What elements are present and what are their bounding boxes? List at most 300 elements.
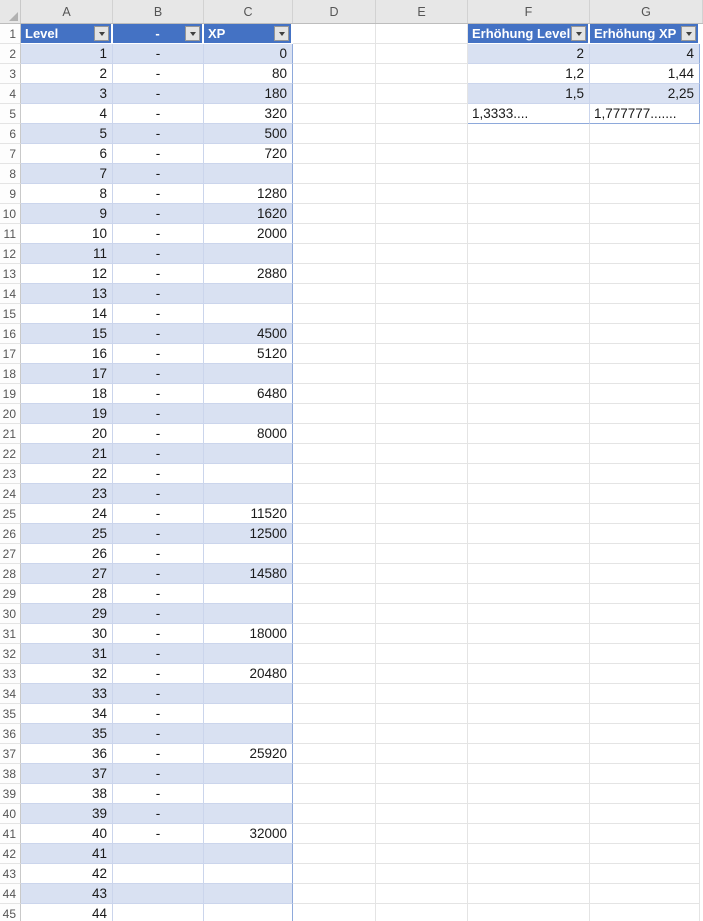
cell-E39[interactable] <box>376 784 468 804</box>
cell-E42[interactable] <box>376 844 468 864</box>
row-header-27[interactable]: 27 <box>0 544 21 564</box>
cell-G42[interactable] <box>590 844 700 864</box>
cell-F38[interactable] <box>468 764 590 784</box>
cell-C20[interactable] <box>204 404 293 424</box>
cell-C35[interactable] <box>204 704 293 724</box>
cell-G38[interactable] <box>590 764 700 784</box>
cell-A3[interactable]: 2 <box>21 64 113 84</box>
cell-A13[interactable]: 12 <box>21 264 113 284</box>
cell-C39[interactable] <box>204 784 293 804</box>
cell-E28[interactable] <box>376 564 468 584</box>
cell-A10[interactable]: 9 <box>21 204 113 224</box>
row-header-40[interactable]: 40 <box>0 804 21 824</box>
cell-E19[interactable] <box>376 384 468 404</box>
cell-G20[interactable] <box>590 404 700 424</box>
cell-C41[interactable]: 32000 <box>204 824 293 844</box>
cell-C37[interactable]: 25920 <box>204 744 293 764</box>
row-header-26[interactable]: 26 <box>0 524 21 544</box>
cell-C21[interactable]: 8000 <box>204 424 293 444</box>
column-header-F[interactable]: F <box>468 0 590 23</box>
cell-G37[interactable] <box>590 744 700 764</box>
row-header-18[interactable]: 18 <box>0 364 21 384</box>
cell-G29[interactable] <box>590 584 700 604</box>
cell-F29[interactable] <box>468 584 590 604</box>
cell-C11[interactable]: 2000 <box>204 224 293 244</box>
cell-C31[interactable]: 18000 <box>204 624 293 644</box>
row-header-23[interactable]: 23 <box>0 464 21 484</box>
cell-C13[interactable]: 2880 <box>204 264 293 284</box>
cell-C34[interactable] <box>204 684 293 704</box>
cell-C19[interactable]: 6480 <box>204 384 293 404</box>
cell-A41[interactable]: 40 <box>21 824 113 844</box>
cell-C16[interactable]: 4500 <box>204 324 293 344</box>
cell-E18[interactable] <box>376 364 468 384</box>
cell-F13[interactable] <box>468 264 590 284</box>
row-header-9[interactable]: 9 <box>0 184 21 204</box>
cell-B28[interactable]: - <box>113 564 204 584</box>
cell-B9[interactable]: - <box>113 184 204 204</box>
cell-C38[interactable] <box>204 764 293 784</box>
cell-G44[interactable] <box>590 884 700 904</box>
cell-G40[interactable] <box>590 804 700 824</box>
cell-F37[interactable] <box>468 744 590 764</box>
cell-D29[interactable] <box>293 584 376 604</box>
cell-E16[interactable] <box>376 324 468 344</box>
cell-B30[interactable]: - <box>113 604 204 624</box>
cell-B13[interactable]: - <box>113 264 204 284</box>
cell-B17[interactable]: - <box>113 344 204 364</box>
cell-E17[interactable] <box>376 344 468 364</box>
cell-B22[interactable]: - <box>113 444 204 464</box>
cell-E27[interactable] <box>376 544 468 564</box>
header-dash[interactable] <box>113 24 204 44</box>
cell-D39[interactable] <box>293 784 376 804</box>
cell-B18[interactable]: - <box>113 364 204 384</box>
row-header-8[interactable]: 8 <box>0 164 21 184</box>
cell-E12[interactable] <box>376 244 468 264</box>
cell-A29[interactable]: 28 <box>21 584 113 604</box>
cell-F22[interactable] <box>468 444 590 464</box>
cell-F45[interactable] <box>468 904 590 921</box>
cell-C6[interactable]: 500 <box>204 124 293 144</box>
cell-B43[interactable] <box>113 864 204 884</box>
header-erhoehung-xp[interactable] <box>590 24 700 44</box>
cell-E7[interactable] <box>376 144 468 164</box>
row-header-6[interactable]: 6 <box>0 124 21 144</box>
header-dash-filter-button[interactable] <box>185 26 200 41</box>
cell-G21[interactable] <box>590 424 700 444</box>
cell-C27[interactable] <box>204 544 293 564</box>
cell-C14[interactable] <box>204 284 293 304</box>
cell-G25[interactable] <box>590 504 700 524</box>
row-header-34[interactable]: 34 <box>0 684 21 704</box>
cell-F17[interactable] <box>468 344 590 364</box>
cell-B35[interactable]: - <box>113 704 204 724</box>
cell-D2[interactable] <box>293 44 376 64</box>
cell-F6[interactable] <box>468 124 590 144</box>
cell-A8[interactable]: 7 <box>21 164 113 184</box>
cell-E34[interactable] <box>376 684 468 704</box>
cell-A40[interactable]: 39 <box>21 804 113 824</box>
cell-E24[interactable] <box>376 484 468 504</box>
cell-F42[interactable] <box>468 844 590 864</box>
cell-E29[interactable] <box>376 584 468 604</box>
row-header-20[interactable]: 20 <box>0 404 21 424</box>
row-header-35[interactable]: 35 <box>0 704 21 724</box>
row-header-11[interactable]: 11 <box>0 224 21 244</box>
cell-D3[interactable] <box>293 64 376 84</box>
cell-E44[interactable] <box>376 884 468 904</box>
cell-A15[interactable]: 14 <box>21 304 113 324</box>
cell-F23[interactable] <box>468 464 590 484</box>
cell-B27[interactable]: - <box>113 544 204 564</box>
select-all-button[interactable] <box>0 0 21 23</box>
cell-A6[interactable]: 5 <box>21 124 113 144</box>
cell-G4[interactable]: 2,25 <box>590 84 700 104</box>
cell-A31[interactable]: 30 <box>21 624 113 644</box>
cell-A45[interactable]: 44 <box>21 904 113 921</box>
cell-D12[interactable] <box>293 244 376 264</box>
cell-D34[interactable] <box>293 684 376 704</box>
cell-G30[interactable] <box>590 604 700 624</box>
row-header-32[interactable]: 32 <box>0 644 21 664</box>
cell-A28[interactable]: 27 <box>21 564 113 584</box>
cell-E30[interactable] <box>376 604 468 624</box>
cell-B4[interactable]: - <box>113 84 204 104</box>
cell-G31[interactable] <box>590 624 700 644</box>
cell-G2[interactable]: 4 <box>590 44 700 64</box>
cell-D36[interactable] <box>293 724 376 744</box>
cell-A5[interactable]: 4 <box>21 104 113 124</box>
cell-A9[interactable]: 8 <box>21 184 113 204</box>
cell-E2[interactable] <box>376 44 468 64</box>
cell-B20[interactable]: - <box>113 404 204 424</box>
cell-C32[interactable] <box>204 644 293 664</box>
cell-B21[interactable]: - <box>113 424 204 444</box>
cell-D22[interactable] <box>293 444 376 464</box>
cell-A42[interactable]: 41 <box>21 844 113 864</box>
cell-B40[interactable]: - <box>113 804 204 824</box>
row-header-37[interactable]: 37 <box>0 744 21 764</box>
cell-D20[interactable] <box>293 404 376 424</box>
row-header-3[interactable]: 3 <box>0 64 21 84</box>
cell-F30[interactable] <box>468 604 590 624</box>
cell-G17[interactable] <box>590 344 700 364</box>
cell-C7[interactable]: 720 <box>204 144 293 164</box>
cell-D27[interactable] <box>293 544 376 564</box>
cell-D31[interactable] <box>293 624 376 644</box>
cell-B6[interactable]: - <box>113 124 204 144</box>
header-erhoehung-xp-filter-button[interactable] <box>681 26 696 41</box>
cell-A16[interactable]: 15 <box>21 324 113 344</box>
cell-F34[interactable] <box>468 684 590 704</box>
cell-C25[interactable]: 11520 <box>204 504 293 524</box>
cell-E43[interactable] <box>376 864 468 884</box>
cell-F11[interactable] <box>468 224 590 244</box>
cell-F43[interactable] <box>468 864 590 884</box>
cell-E32[interactable] <box>376 644 468 664</box>
cell-D42[interactable] <box>293 844 376 864</box>
header-erhoehung-level[interactable] <box>468 24 590 44</box>
cell-F44[interactable] <box>468 884 590 904</box>
cell-B42[interactable] <box>113 844 204 864</box>
row-header-14[interactable]: 14 <box>0 284 21 304</box>
cell-C28[interactable]: 14580 <box>204 564 293 584</box>
cell-E15[interactable] <box>376 304 468 324</box>
column-header-G[interactable]: G <box>590 0 703 23</box>
cell-A19[interactable]: 18 <box>21 384 113 404</box>
cell-D14[interactable] <box>293 284 376 304</box>
cell-E5[interactable] <box>376 104 468 124</box>
cell-G14[interactable] <box>590 284 700 304</box>
cell-B23[interactable]: - <box>113 464 204 484</box>
cell-B7[interactable]: - <box>113 144 204 164</box>
row-header-44[interactable]: 44 <box>0 884 21 904</box>
cell-G27[interactable] <box>590 544 700 564</box>
cell-C12[interactable] <box>204 244 293 264</box>
row-header-5[interactable]: 5 <box>0 104 21 124</box>
header-xp[interactable] <box>204 24 293 44</box>
cell-D1[interactable] <box>293 24 376 44</box>
cell-G36[interactable] <box>590 724 700 744</box>
cell-G24[interactable] <box>590 484 700 504</box>
cell-D4[interactable] <box>293 84 376 104</box>
cell-F41[interactable] <box>468 824 590 844</box>
cell-F18[interactable] <box>468 364 590 384</box>
cell-A37[interactable]: 36 <box>21 744 113 764</box>
cell-F39[interactable] <box>468 784 590 804</box>
cell-G11[interactable] <box>590 224 700 244</box>
cell-G12[interactable] <box>590 244 700 264</box>
cell-C2[interactable]: 0 <box>204 44 293 64</box>
cell-B2[interactable]: - <box>113 44 204 64</box>
cell-A4[interactable]: 3 <box>21 84 113 104</box>
cell-D21[interactable] <box>293 424 376 444</box>
cell-F16[interactable] <box>468 324 590 344</box>
cell-C18[interactable] <box>204 364 293 384</box>
cell-C22[interactable] <box>204 444 293 464</box>
cell-C24[interactable] <box>204 484 293 504</box>
cell-D17[interactable] <box>293 344 376 364</box>
cell-C45[interactable] <box>204 904 293 921</box>
cell-F33[interactable] <box>468 664 590 684</box>
cell-F31[interactable] <box>468 624 590 644</box>
cell-F12[interactable] <box>468 244 590 264</box>
cell-G43[interactable] <box>590 864 700 884</box>
cell-B25[interactable]: - <box>113 504 204 524</box>
cell-F5[interactable]: 1,3333.... <box>468 104 590 124</box>
cell-B19[interactable]: - <box>113 384 204 404</box>
cell-A22[interactable]: 21 <box>21 444 113 464</box>
cell-F10[interactable] <box>468 204 590 224</box>
cell-E33[interactable] <box>376 664 468 684</box>
cell-C23[interactable] <box>204 464 293 484</box>
cell-E11[interactable] <box>376 224 468 244</box>
cell-D16[interactable] <box>293 324 376 344</box>
cell-B33[interactable]: - <box>113 664 204 684</box>
cell-F28[interactable] <box>468 564 590 584</box>
cell-A30[interactable]: 29 <box>21 604 113 624</box>
cell-D23[interactable] <box>293 464 376 484</box>
cell-F21[interactable] <box>468 424 590 444</box>
cell-G15[interactable] <box>590 304 700 324</box>
cell-F24[interactable] <box>468 484 590 504</box>
cell-C9[interactable]: 1280 <box>204 184 293 204</box>
cell-E14[interactable] <box>376 284 468 304</box>
cell-G16[interactable] <box>590 324 700 344</box>
cell-B12[interactable]: - <box>113 244 204 264</box>
cell-A33[interactable]: 32 <box>21 664 113 684</box>
row-header-43[interactable]: 43 <box>0 864 21 884</box>
cell-G39[interactable] <box>590 784 700 804</box>
header-erhoehung-level-filter-button[interactable] <box>571 26 586 41</box>
cell-A12[interactable]: 11 <box>21 244 113 264</box>
cell-E3[interactable] <box>376 64 468 84</box>
cell-G45[interactable] <box>590 904 700 921</box>
cell-G34[interactable] <box>590 684 700 704</box>
cell-D9[interactable] <box>293 184 376 204</box>
cell-D24[interactable] <box>293 484 376 504</box>
row-header-22[interactable]: 22 <box>0 444 21 464</box>
column-header-B[interactable]: B <box>113 0 204 23</box>
header-level[interactable] <box>21 24 113 44</box>
cell-E21[interactable] <box>376 424 468 444</box>
cell-B38[interactable]: - <box>113 764 204 784</box>
cell-A20[interactable]: 19 <box>21 404 113 424</box>
cell-E20[interactable] <box>376 404 468 424</box>
cell-A43[interactable]: 42 <box>21 864 113 884</box>
cell-E36[interactable] <box>376 724 468 744</box>
cell-F27[interactable] <box>468 544 590 564</box>
cell-B41[interactable]: - <box>113 824 204 844</box>
cell-F2[interactable]: 2 <box>468 44 590 64</box>
cell-A44[interactable]: 43 <box>21 884 113 904</box>
cell-C43[interactable] <box>204 864 293 884</box>
cell-D40[interactable] <box>293 804 376 824</box>
cell-D26[interactable] <box>293 524 376 544</box>
cell-G22[interactable] <box>590 444 700 464</box>
cell-E37[interactable] <box>376 744 468 764</box>
cell-G23[interactable] <box>590 464 700 484</box>
cell-E35[interactable] <box>376 704 468 724</box>
column-header-E[interactable]: E <box>376 0 468 23</box>
row-header-19[interactable]: 19 <box>0 384 21 404</box>
cell-B45[interactable] <box>113 904 204 921</box>
cell-E45[interactable] <box>376 904 468 921</box>
cell-C40[interactable] <box>204 804 293 824</box>
row-header-21[interactable]: 21 <box>0 424 21 444</box>
cell-A7[interactable]: 6 <box>21 144 113 164</box>
cell-F3[interactable]: 1,2 <box>468 64 590 84</box>
cell-F15[interactable] <box>468 304 590 324</box>
cell-F7[interactable] <box>468 144 590 164</box>
row-header-17[interactable]: 17 <box>0 344 21 364</box>
cell-B11[interactable]: - <box>113 224 204 244</box>
row-header-38[interactable]: 38 <box>0 764 21 784</box>
column-header-C[interactable]: C <box>204 0 293 23</box>
cell-G8[interactable] <box>590 164 700 184</box>
cell-A24[interactable]: 23 <box>21 484 113 504</box>
cell-A14[interactable]: 13 <box>21 284 113 304</box>
row-header-10[interactable]: 10 <box>0 204 21 224</box>
cell-E23[interactable] <box>376 464 468 484</box>
cell-B32[interactable]: - <box>113 644 204 664</box>
cell-F9[interactable] <box>468 184 590 204</box>
row-header-30[interactable]: 30 <box>0 604 21 624</box>
header-xp-filter-button[interactable] <box>274 26 289 41</box>
cell-E26[interactable] <box>376 524 468 544</box>
cell-D5[interactable] <box>293 104 376 124</box>
cell-F19[interactable] <box>468 384 590 404</box>
cell-G28[interactable] <box>590 564 700 584</box>
cell-B26[interactable]: - <box>113 524 204 544</box>
cell-G5[interactable]: 1,777777....... <box>590 104 700 124</box>
cell-C44[interactable] <box>204 884 293 904</box>
cell-E38[interactable] <box>376 764 468 784</box>
cell-D44[interactable] <box>293 884 376 904</box>
cell-G19[interactable] <box>590 384 700 404</box>
row-header-45[interactable]: 45 <box>0 904 21 921</box>
row-header-15[interactable]: 15 <box>0 304 21 324</box>
row-header-13[interactable]: 13 <box>0 264 21 284</box>
row-header-4[interactable]: 4 <box>0 84 21 104</box>
row-header-33[interactable]: 33 <box>0 664 21 684</box>
cell-E9[interactable] <box>376 184 468 204</box>
cell-D32[interactable] <box>293 644 376 664</box>
cell-E25[interactable] <box>376 504 468 524</box>
cell-D28[interactable] <box>293 564 376 584</box>
row-header-36[interactable]: 36 <box>0 724 21 744</box>
cell-C10[interactable]: 1620 <box>204 204 293 224</box>
row-header-25[interactable]: 25 <box>0 504 21 524</box>
cell-A36[interactable]: 35 <box>21 724 113 744</box>
cell-F40[interactable] <box>468 804 590 824</box>
cell-G13[interactable] <box>590 264 700 284</box>
column-header-D[interactable]: D <box>293 0 376 23</box>
cell-E31[interactable] <box>376 624 468 644</box>
cell-D18[interactable] <box>293 364 376 384</box>
cell-D45[interactable] <box>293 904 376 921</box>
cell-F32[interactable] <box>468 644 590 664</box>
cell-G33[interactable] <box>590 664 700 684</box>
cell-C33[interactable]: 20480 <box>204 664 293 684</box>
cell-E1[interactable] <box>376 24 468 44</box>
cell-E4[interactable] <box>376 84 468 104</box>
row-header-24[interactable]: 24 <box>0 484 21 504</box>
cell-B10[interactable]: - <box>113 204 204 224</box>
cell-A26[interactable]: 25 <box>21 524 113 544</box>
cell-F20[interactable] <box>468 404 590 424</box>
cell-C8[interactable] <box>204 164 293 184</box>
cell-D37[interactable] <box>293 744 376 764</box>
row-header-41[interactable]: 41 <box>0 824 21 844</box>
cell-A18[interactable]: 17 <box>21 364 113 384</box>
cell-B14[interactable]: - <box>113 284 204 304</box>
cell-D30[interactable] <box>293 604 376 624</box>
row-header-39[interactable]: 39 <box>0 784 21 804</box>
cell-A23[interactable]: 22 <box>21 464 113 484</box>
cell-A34[interactable]: 33 <box>21 684 113 704</box>
row-header-1[interactable]: 1 <box>0 24 21 44</box>
cell-C26[interactable]: 12500 <box>204 524 293 544</box>
row-header-16[interactable]: 16 <box>0 324 21 344</box>
cell-D11[interactable] <box>293 224 376 244</box>
cell-F35[interactable] <box>468 704 590 724</box>
cell-C4[interactable]: 180 <box>204 84 293 104</box>
cell-D38[interactable] <box>293 764 376 784</box>
cell-D43[interactable] <box>293 864 376 884</box>
cell-A35[interactable]: 34 <box>21 704 113 724</box>
